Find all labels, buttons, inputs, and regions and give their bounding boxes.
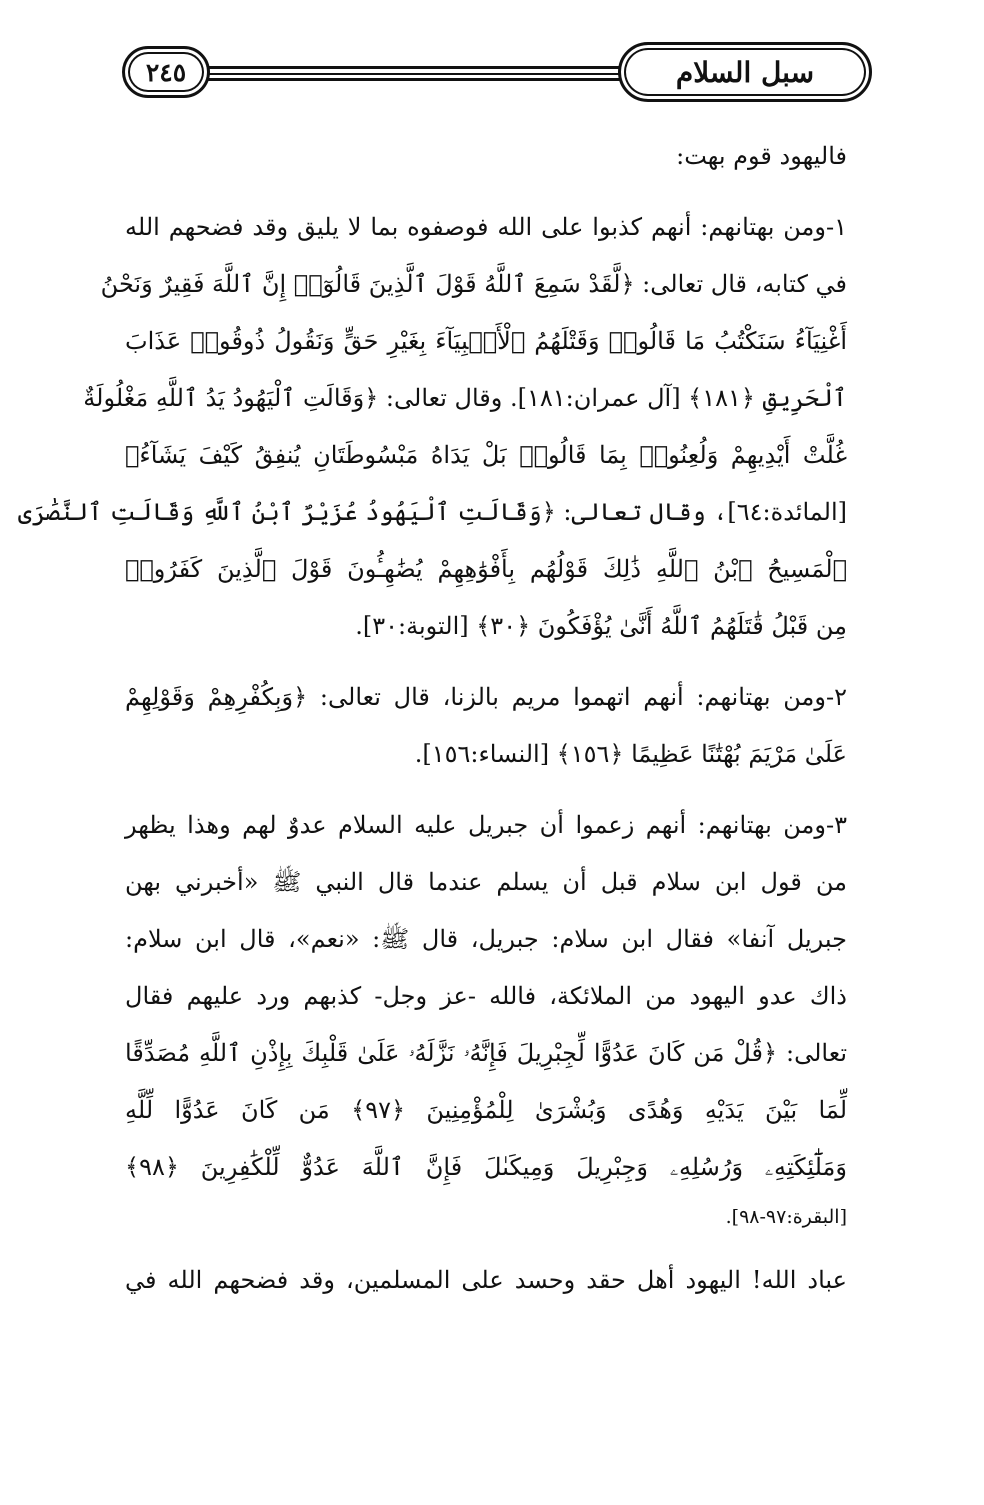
intro-line: فاليهود قوم بهت:	[676, 142, 847, 170]
text-line: ذاك عدو اليهود من الملائكة، فالله -عز وجل- كذبهم ورد عليهم فقال	[125, 982, 847, 1010]
book-title-frame	[618, 42, 872, 102]
text-line: جبريل آنفا» فقال ابن سلام: جبريل، قال ﷺ: «نعم»، قال ابن سلام:	[125, 925, 847, 953]
text-line: مِن قَبْلُ قَٰتَلَهُمُ ٱللَّهُ أَنَّىٰ يُؤْفَكُونَ ﴿٣٠﴾ [التوبة:٣٠].	[355, 612, 847, 640]
text-line: ٱلْحَرِيقِ ﴿١٨١﴾ [آل عمران:١٨١]. وقال تعالى: ﴿وَقَالَتِ ٱلْيَهُودُ يَدُ ٱللَّهِ مَغْلُولَةٌ	[83, 384, 847, 412]
text-line: أَغْنِيَآءُ سَنَكْتُبُ مَا قَالُوا۟ وَقَتْلَهُمُ ٱلْأَنۢبِيَآءَ بِغَيْرِ حَقٍّ وَنَقُولُ ذُوقُوا۟ عَذَابَ	[125, 327, 847, 355]
list-item-1	[17, 199, 847, 655]
closing-line: عباد الله! اليهود أهل حقد وحسد على المسلمين، وقد فضحهم الله في	[125, 1266, 847, 1294]
book-title: سبل السلام	[675, 55, 815, 89]
text-line: عَلَىٰ مَرْيَمَ بُهْتَٰنًا عَظِيمًا ﴿١٥٦﴾ [النساء:١٥٦].	[414, 740, 847, 768]
text-line: ٢-ومن بهتانهم: أنهم اتهموا مريم بالزنا، قال تعالى: ﴿وَبِكُفْرِهِمْ وَقَوْلِهِمْ	[125, 683, 848, 711]
text-line: ١-ومن بهتانهم: أنهم كذبوا على الله فوصفوه بما لا يليق وقد فضحهم الله	[125, 213, 847, 241]
list-item-2	[125, 669, 847, 783]
list-item-3	[125, 797, 847, 1238]
text-line: وَمَلَٰٓئِكَتِهِۦ وَرُسُلِهِۦ وَجِبْرِيلَ وَمِيكَىٰلَ فَإِنَّ ٱللَّهَ عَدُوٌّ لِّلْكَٰفِرِينَ ﴿٩٨﴾	[125, 1153, 847, 1181]
text-line: غُلَّتْ أَيْدِيهِمْ وَلُعِنُوا۟ بِمَا قَالُوا۟ بَلْ يَدَاهُ مَبْسُوطَتَانِ يُنفِقُ كَيْفَ يَشَآءُ﴾	[125, 441, 847, 469]
page-number-frame	[122, 46, 210, 98]
body-text	[17, 128, 848, 1309]
text-line: [المائدة:٦٤]، وقال تعالى: ﴿وَقَالَتِ ٱلْيَهُودُ عُزَيْرٌ ٱبْنُ ٱللَّهِ وَقَالَتِ ٱلنَّصَٰرَى	[17, 498, 847, 526]
text-line: ٣-ومن بهتانهم: أنهم زعموا أن جبريل عليه السلام عدوٌ لهم وهذا يظهر	[125, 811, 847, 839]
text-line: لِّمَا بَيْنَ يَدَيْهِ وَهُدًى وَبُشْرَىٰ لِلْمُؤْمِنِينَ ﴿٩٧﴾ مَن كَانَ عَدُوًّا لِّلَّهِ	[125, 1096, 848, 1124]
verse-reference: [البقرة:٩٧-٩٨].	[725, 1206, 847, 1228]
page-header	[120, 40, 872, 104]
page-number: ٢٤٥	[145, 57, 187, 87]
text-line: تعالى: ﴿قُلْ مَن كَانَ عَدُوًّا لِّجِبْرِيلَ فَإِنَّهُۥ نَزَّلَهُۥ عَلَىٰ قَلْبِكَ بِإِذْنِ ٱللَّهِ مُصَدِّقًا	[125, 1039, 847, 1067]
text-line: ٱلْمَسِيحُ ٱبْنُ ٱللَّهِ ذَٰلِكَ قَوْلُهُم بِأَفْوَٰهِهِمْ يُضَٰهِـُٔونَ قَوْلَ ٱلَّذِينَ كَفَرُوا۟	[125, 555, 847, 583]
text-line: من قول ابن سلام قبل أن يسلم عندما قال النبي ﷺ «أخبرني بهن	[125, 868, 847, 896]
text-line: في كتابه، قال تعالى: ﴿لَّقَدْ سَمِعَ ٱللَّهُ قَوْلَ ٱلَّذِينَ قَالُوٓا۟ إِنَّ ٱللَّهَ فَقِيرٌ وَنَحْنُ	[100, 270, 847, 298]
